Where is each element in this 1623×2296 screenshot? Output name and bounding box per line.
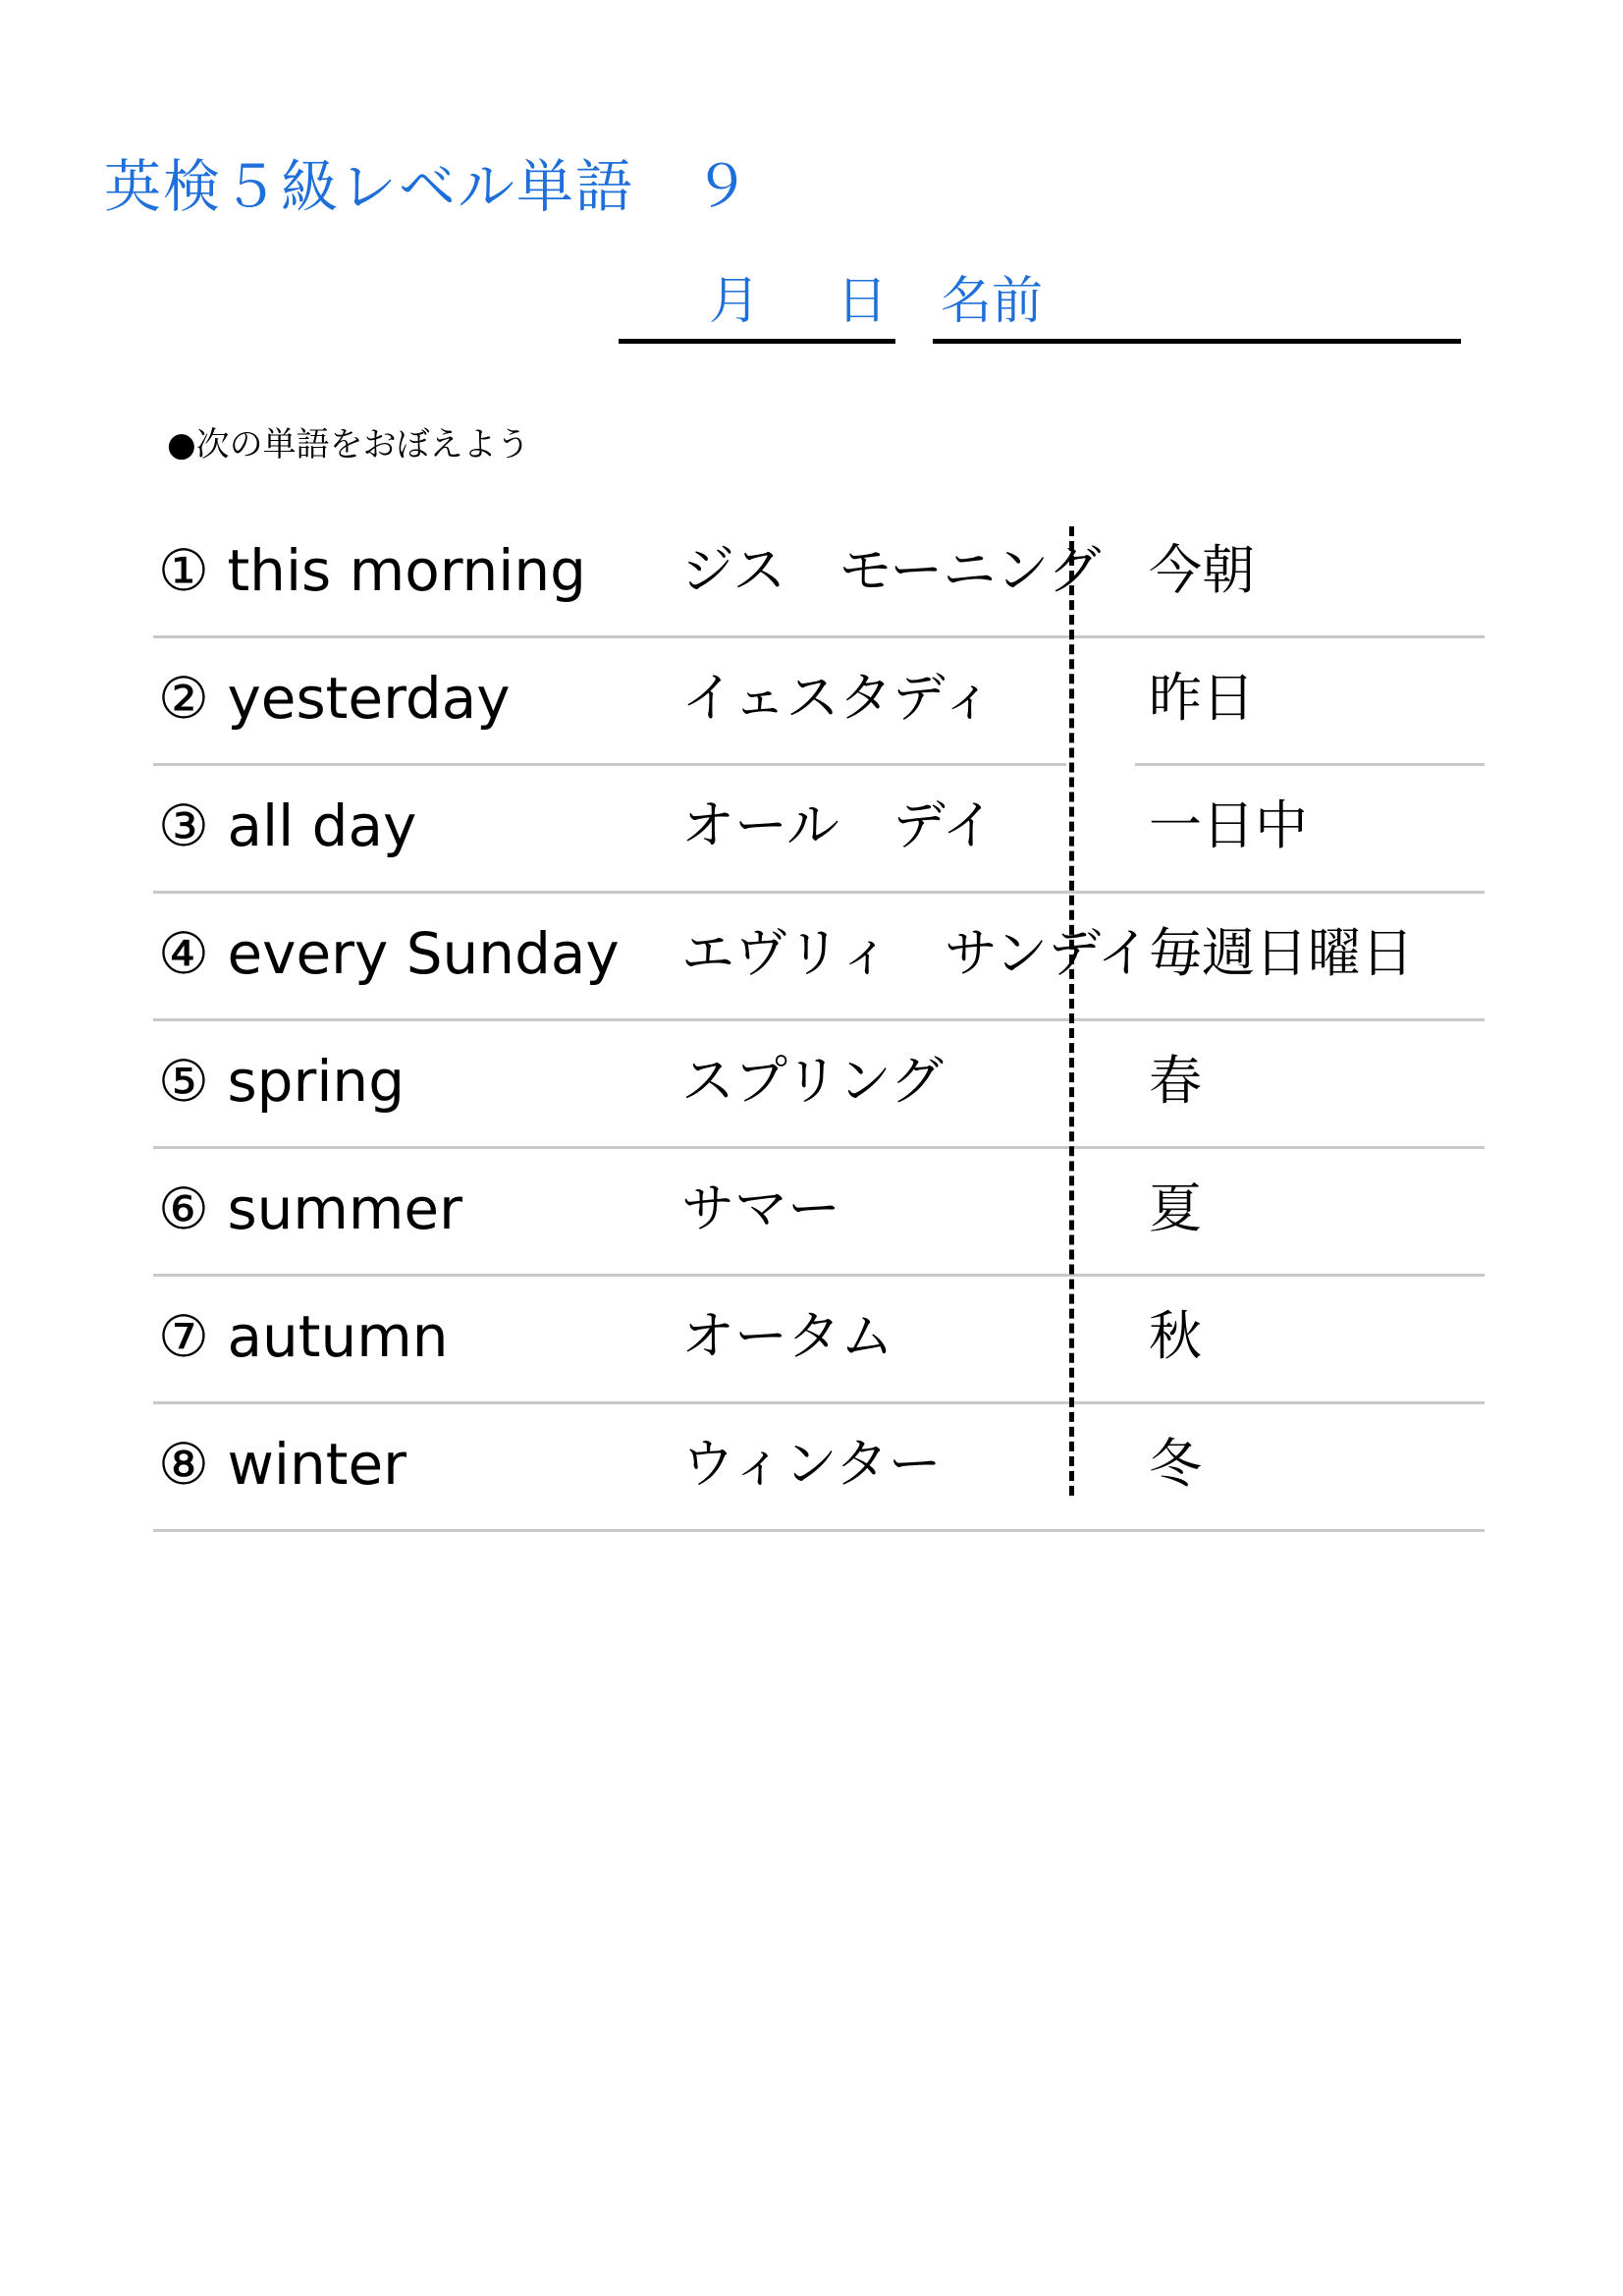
vocab-row-2 — [153, 638, 1485, 766]
instruction-text: ●次の単語をおぼえよう — [167, 425, 530, 465]
katakana-reading: ウィンター — [681, 1433, 942, 1495]
english-text: summer — [227, 1175, 462, 1242]
vocab-row-7 — [153, 1277, 1485, 1404]
japanese-meaning: 昨日 — [1149, 667, 1255, 729]
japanese-meaning: 一日中 — [1149, 794, 1308, 856]
english-text: yesterday — [227, 665, 511, 732]
item-number: ⑥ — [158, 1175, 209, 1242]
katakana-reading: オータム — [681, 1305, 893, 1367]
katakana-reading: ジス モーニング — [681, 539, 1102, 601]
vocabulary-list — [153, 511, 1485, 1532]
english-text: this morning — [227, 537, 586, 604]
fold-divider-line — [1069, 526, 1074, 1496]
katakana-reading: オール デイ — [681, 794, 996, 856]
item-number: ④ — [158, 920, 209, 987]
english-word — [158, 1292, 449, 1381]
english-word — [158, 1037, 405, 1125]
item-number: ⑦ — [158, 1303, 209, 1370]
katakana-reading: エヴリィ サンデイ — [681, 922, 1151, 984]
vocab-row-3 — [153, 766, 1485, 894]
katakana-reading: スプリング — [681, 1050, 944, 1112]
japanese-meaning: 今朝 — [1149, 539, 1255, 601]
vocab-row-4 — [153, 894, 1485, 1021]
english-word — [158, 1420, 406, 1508]
vocab-row-6 — [153, 1149, 1485, 1277]
japanese-meaning: 冬 — [1149, 1433, 1202, 1495]
vocab-row-1 — [153, 511, 1485, 638]
page-title: 英検５級レベル単語 ９ — [104, 153, 753, 220]
name-write-line[interactable] — [933, 339, 1461, 344]
japanese-meaning: 夏 — [1149, 1177, 1202, 1239]
english-text: spring — [227, 1048, 406, 1115]
month-label: 月 — [709, 272, 761, 331]
date-write-line[interactable] — [619, 339, 895, 344]
day-label: 日 — [837, 272, 889, 331]
japanese-meaning: 秋 — [1149, 1305, 1202, 1367]
english-word — [158, 526, 586, 615]
row-divider — [153, 1529, 1485, 1532]
english-text: every Sunday — [227, 920, 620, 987]
item-number: ③ — [158, 793, 209, 859]
english-word — [158, 909, 620, 998]
english-word — [158, 782, 416, 870]
japanese-meaning: 毎週日曜日 — [1149, 922, 1414, 984]
english-word — [158, 1165, 462, 1253]
item-number: ⑤ — [158, 1048, 209, 1115]
english-text: all day — [227, 793, 417, 859]
name-label: 名前 — [941, 272, 1044, 331]
japanese-meaning: 春 — [1149, 1050, 1202, 1112]
item-number: ② — [158, 665, 209, 732]
english-word — [158, 654, 511, 742]
vocab-row-5 — [153, 1021, 1485, 1149]
english-text: autumn — [227, 1303, 449, 1370]
english-text: winter — [227, 1431, 407, 1498]
item-number: ⑧ — [158, 1431, 209, 1498]
vocab-row-8 — [153, 1404, 1485, 1532]
katakana-reading: サマー — [681, 1177, 840, 1239]
katakana-reading: イェスタディ — [681, 667, 995, 729]
item-number: ① — [158, 537, 209, 604]
